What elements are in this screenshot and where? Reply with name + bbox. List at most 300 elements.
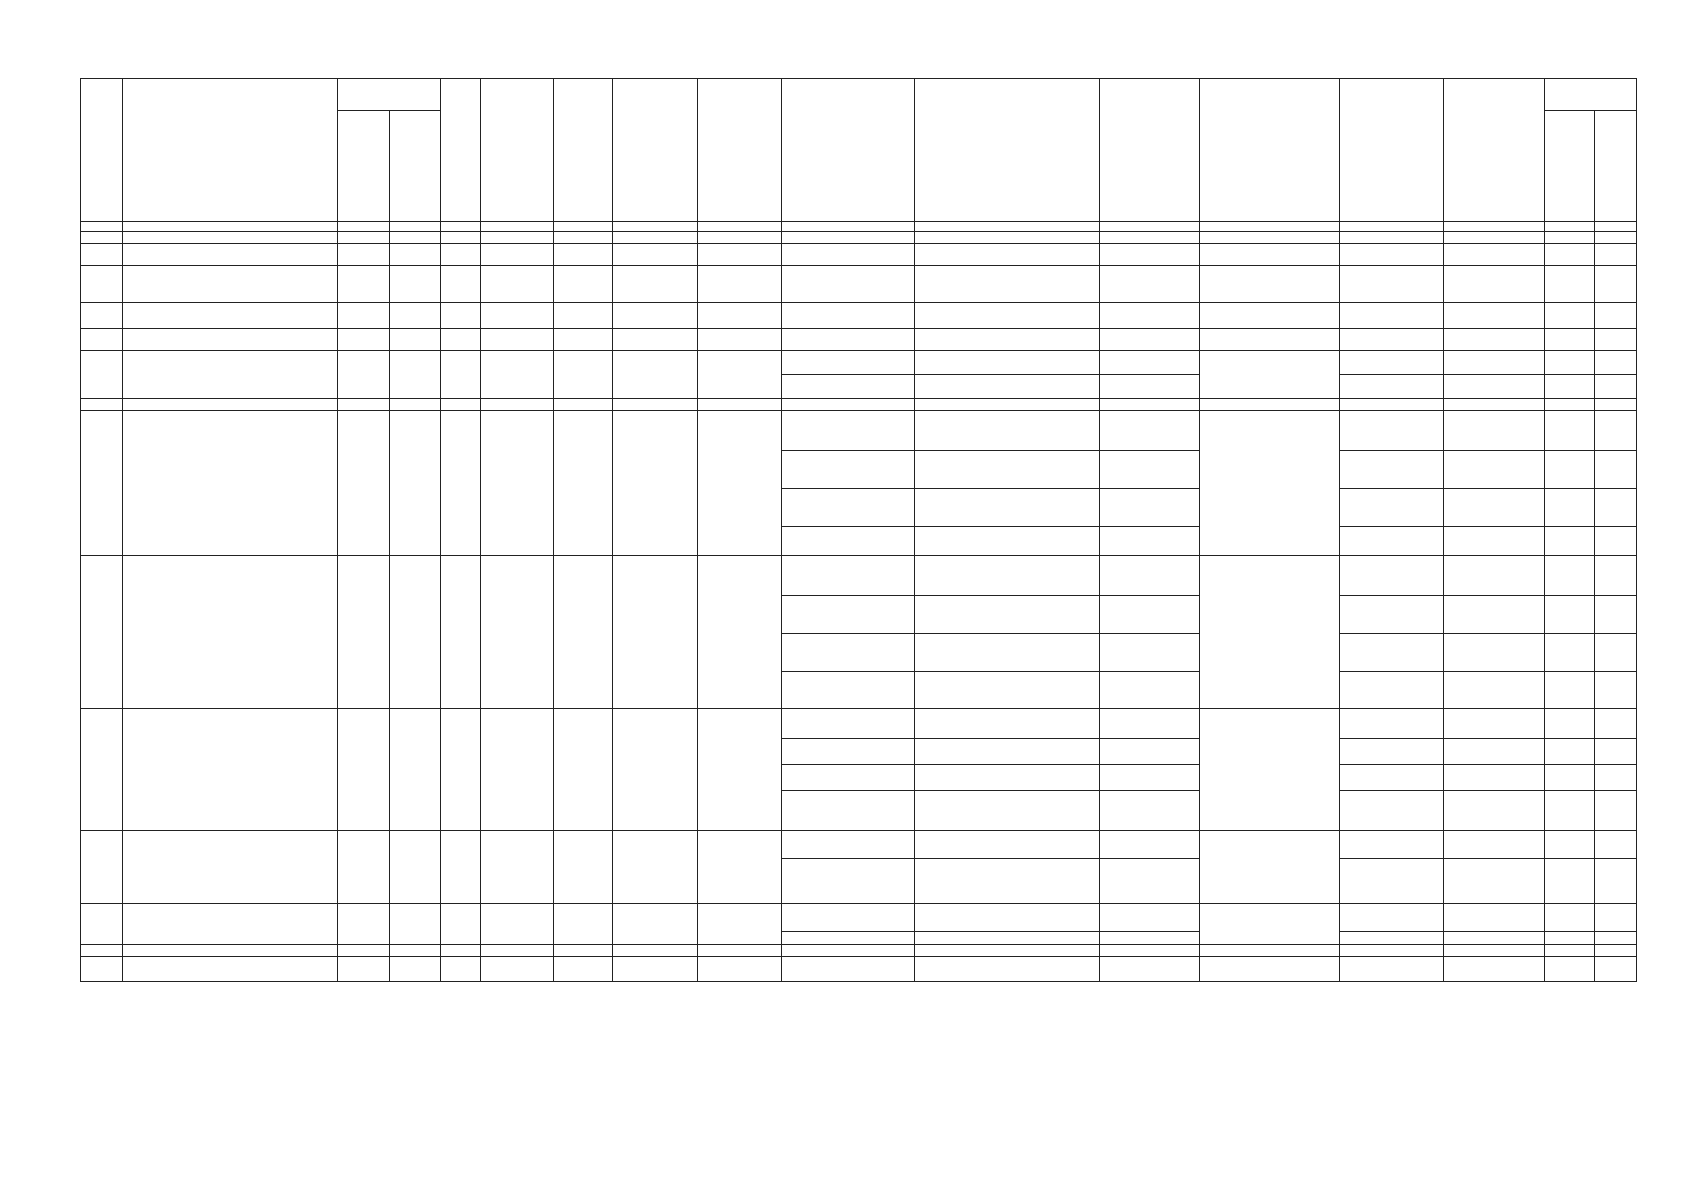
plan-repair-date: [1595, 451, 1637, 489]
table-row: [81, 266, 1637, 303]
table-row: [81, 904, 1637, 932]
limit-doc: [1444, 791, 1545, 831]
repair-cost: [915, 556, 1100, 596]
col-year-in-header: [338, 111, 390, 222]
total-cost: [1200, 329, 1340, 351]
work-type: [782, 375, 915, 399]
total-cost: [1200, 904, 1340, 945]
house-address: [123, 351, 338, 399]
empty-cell: [1444, 945, 1545, 957]
work-type: [782, 451, 915, 489]
limit-doc: [1444, 351, 1545, 375]
empty-cell: [481, 232, 554, 244]
total-cost: [1200, 303, 1340, 329]
residential-area: [698, 709, 782, 831]
residential-area: [698, 351, 782, 399]
repair-cost: [915, 831, 1100, 859]
repair-cost: [915, 859, 1100, 904]
group-area: [613, 945, 698, 957]
work-type: [782, 831, 915, 859]
floor-count: [554, 244, 613, 266]
residential-area: [698, 411, 782, 556]
year-built: [338, 904, 390, 945]
house-number: [81, 556, 123, 709]
group-doc-cost: [1100, 399, 1200, 411]
work-type: [782, 765, 915, 791]
total-cost: [1200, 266, 1340, 303]
limit-doc: [1444, 375, 1545, 399]
repair-cost: [915, 266, 1100, 303]
plan-repair-date: [1595, 375, 1637, 399]
residential-area: [698, 244, 782, 266]
plan-doc-date: [1545, 791, 1595, 831]
total-cost: [1200, 351, 1340, 399]
work-type: [782, 266, 915, 303]
column-number: [915, 222, 1100, 232]
col-area-header: [613, 79, 698, 222]
repair-cost: [915, 765, 1100, 791]
work-type: [782, 351, 915, 375]
col-limit-doc-header: [1444, 79, 1545, 222]
plan-repair-date: [1595, 739, 1637, 765]
house-type: [441, 351, 481, 399]
column-number: [1595, 222, 1637, 232]
work-type: [782, 489, 915, 527]
limit-repair: [1340, 596, 1444, 634]
plan-repair-date: [1595, 596, 1637, 634]
table-header: [81, 79, 1637, 232]
year-built: [338, 244, 390, 266]
capital-repair-table: [80, 78, 1637, 982]
plan-doc-date: [1545, 596, 1595, 634]
table-body: [81, 232, 1637, 982]
plan-doc-date: [1545, 411, 1595, 451]
house-number: [81, 411, 123, 556]
group-cost: [915, 232, 1100, 244]
work-type: [782, 634, 915, 672]
repair-cost: [915, 351, 1100, 375]
limit-doc: [1444, 329, 1545, 351]
house-type: [441, 411, 481, 556]
plan-doc-date: [1545, 556, 1595, 596]
empty-cell: [1545, 399, 1595, 411]
total-area: [613, 904, 698, 945]
work-type: [782, 791, 915, 831]
repair-cost: [915, 672, 1100, 709]
total-area: [613, 351, 698, 399]
doc-cost: [1100, 765, 1200, 791]
group-row: [81, 399, 1637, 411]
plan-repair-date: [1595, 266, 1637, 303]
total-cost: [1200, 831, 1340, 904]
wall-material: [481, 556, 554, 709]
total-area: [613, 831, 698, 904]
floor-count: [554, 303, 613, 329]
group-count: [81, 232, 123, 244]
total-area: [613, 556, 698, 709]
floor-count: [554, 556, 613, 709]
floor-count: [554, 411, 613, 556]
house-address: [123, 709, 338, 831]
house-number: [81, 831, 123, 904]
repair-cost: [915, 303, 1100, 329]
col-floors-header: [554, 79, 613, 222]
floor-count: [554, 904, 613, 945]
work-type: [782, 527, 915, 556]
doc-cost: [1100, 451, 1200, 489]
year-last-repair: [390, 411, 441, 556]
limit-repair: [1340, 244, 1444, 266]
empty-cell: [698, 945, 782, 957]
wall-material: [481, 351, 554, 399]
column-number: [1100, 222, 1200, 232]
house-type: [441, 303, 481, 329]
doc-cost: [1100, 791, 1200, 831]
group-total: [1200, 945, 1340, 957]
col-material-header: [481, 79, 554, 222]
column-number: [481, 222, 554, 232]
house-address: [123, 329, 338, 351]
plan-repair-date: [1595, 411, 1637, 451]
empty-cell: [782, 399, 915, 411]
plan-repair-date: [1595, 791, 1637, 831]
col-work-header: [782, 79, 915, 222]
house-address: [123, 904, 338, 945]
year-last-repair: [390, 556, 441, 709]
year-last-repair: [390, 709, 441, 831]
doc-cost: [1100, 375, 1200, 399]
house-address: [123, 831, 338, 904]
year-last-repair: [390, 244, 441, 266]
limit-doc: [1444, 904, 1545, 932]
empty-cell: [554, 232, 613, 244]
plan-doc-date: [1545, 266, 1595, 303]
floor-count: [554, 709, 613, 831]
total-area: [613, 244, 698, 266]
plan-doc-date: [1545, 904, 1595, 932]
house-type: [441, 709, 481, 831]
empty-cell: [441, 945, 481, 957]
limit-repair: [1340, 739, 1444, 765]
col-limit-rep-header: [1340, 79, 1444, 222]
doc-cost: [1100, 329, 1200, 351]
year-last-repair: [390, 351, 441, 399]
empty-cell: [1340, 232, 1444, 244]
doc-cost: [1100, 859, 1200, 904]
residential-area: [698, 957, 782, 982]
house-number: [81, 244, 123, 266]
empty-cell: [390, 945, 441, 957]
col-plan-doc-header: [1545, 111, 1595, 222]
empty-cell: [1340, 399, 1444, 411]
col-num-header: [81, 79, 123, 222]
empty-cell: [554, 945, 613, 957]
doc-cost: [1100, 957, 1200, 982]
limit-doc: [1444, 672, 1545, 709]
group-total: [1200, 399, 1340, 411]
empty-cell: [338, 945, 390, 957]
empty-cell: [1444, 232, 1545, 244]
limit-repair: [1340, 329, 1444, 351]
plan-doc-date: [1545, 859, 1595, 904]
column-number: [81, 222, 123, 232]
group-cost: [915, 945, 1100, 957]
plan-repair-date: [1595, 932, 1637, 945]
repair-cost: [915, 596, 1100, 634]
year-last-repair: [390, 266, 441, 303]
floor-count: [554, 351, 613, 399]
empty-cell: [338, 399, 390, 411]
column-number: [390, 222, 441, 232]
doc-cost: [1100, 739, 1200, 765]
doc-cost: [1100, 527, 1200, 556]
total-cost: [1200, 709, 1340, 831]
group-name: [123, 945, 338, 957]
limit-doc: [1444, 932, 1545, 945]
limit-repair: [1340, 351, 1444, 375]
limit-repair: [1340, 527, 1444, 556]
empty-cell: [441, 399, 481, 411]
wall-material: [481, 957, 554, 982]
empty-cell: [1545, 232, 1595, 244]
total-area: [613, 411, 698, 556]
plan-repair-date: [1595, 329, 1637, 351]
total-cost: [1200, 556, 1340, 709]
col-doc-cost-header: [1100, 79, 1200, 222]
plan-doc-date: [1545, 303, 1595, 329]
year-built: [338, 957, 390, 982]
year-built: [338, 351, 390, 399]
plan-doc-date: [1545, 451, 1595, 489]
repair-cost: [915, 957, 1100, 982]
limit-repair: [1340, 831, 1444, 859]
limit-repair: [1340, 957, 1444, 982]
repair-cost: [915, 375, 1100, 399]
plan-doc-date: [1545, 957, 1595, 982]
repair-cost: [915, 932, 1100, 945]
empty-cell: [338, 232, 390, 244]
plan-repair-date: [1595, 527, 1637, 556]
repair-cost: [915, 904, 1100, 932]
column-number: [441, 222, 481, 232]
table-row: [81, 351, 1637, 375]
empty-cell: [1444, 399, 1545, 411]
plan-doc-date: [1545, 329, 1595, 351]
limit-doc: [1444, 451, 1545, 489]
repair-cost: [915, 451, 1100, 489]
group-name: [123, 232, 338, 244]
year-last-repair: [390, 831, 441, 904]
work-type: [782, 411, 915, 451]
column-number: [1340, 222, 1444, 232]
total-area: [613, 303, 698, 329]
limit-doc: [1444, 489, 1545, 527]
group-area: [613, 232, 698, 244]
house-type: [441, 556, 481, 709]
repair-cost: [915, 329, 1100, 351]
work-type: [782, 739, 915, 765]
plan-doc-date: [1545, 489, 1595, 527]
plan-repair-date: [1595, 244, 1637, 266]
plan-repair-date: [1595, 489, 1637, 527]
limit-doc: [1444, 266, 1545, 303]
wall-material: [481, 244, 554, 266]
year-built: [338, 411, 390, 556]
doc-cost: [1100, 556, 1200, 596]
plan-doc-date: [1545, 765, 1595, 791]
work-type: [782, 672, 915, 709]
plan-doc-date: [1545, 375, 1595, 399]
repair-cost: [915, 489, 1100, 527]
column-number: [613, 222, 698, 232]
limit-repair: [1340, 859, 1444, 904]
house-number: [81, 904, 123, 945]
plan-repair-date: [1595, 672, 1637, 709]
house-number: [81, 329, 123, 351]
total-cost: [1200, 244, 1340, 266]
plan-repair-date: [1595, 634, 1637, 672]
empty-cell: [1545, 945, 1595, 957]
plan-repair-date: [1595, 303, 1637, 329]
group-count: [81, 399, 123, 411]
plan-repair-date: [1595, 351, 1637, 375]
house-type: [441, 904, 481, 945]
col-type-header: [441, 79, 481, 222]
work-type: [782, 904, 915, 932]
limit-repair: [1340, 375, 1444, 399]
table-row: [81, 411, 1637, 451]
col-year-header: [338, 79, 441, 111]
doc-cost: [1100, 266, 1200, 303]
doc-cost: [1100, 634, 1200, 672]
group-doc-cost: [1100, 232, 1200, 244]
table-row: [81, 957, 1637, 982]
empty-cell: [698, 232, 782, 244]
limit-repair: [1340, 672, 1444, 709]
plan-repair-date: [1595, 904, 1637, 932]
work-type: [782, 957, 915, 982]
house-number: [81, 266, 123, 303]
floor-count: [554, 329, 613, 351]
limit-doc: [1444, 303, 1545, 329]
empty-cell: [1595, 232, 1637, 244]
year-built: [338, 303, 390, 329]
group-name: [123, 399, 338, 411]
doc-cost: [1100, 831, 1200, 859]
limit-doc: [1444, 831, 1545, 859]
plan-doc-date: [1545, 709, 1595, 739]
total-area: [613, 329, 698, 351]
house-type: [441, 244, 481, 266]
house-type: [441, 266, 481, 303]
house-type: [441, 831, 481, 904]
work-type: [782, 596, 915, 634]
table-row: [81, 709, 1637, 739]
residential-area: [698, 329, 782, 351]
group-total: [1200, 232, 1340, 244]
repair-cost: [915, 411, 1100, 451]
year-built: [338, 831, 390, 904]
column-number: [1444, 222, 1545, 232]
doc-cost: [1100, 244, 1200, 266]
house-number: [81, 709, 123, 831]
wall-material: [481, 266, 554, 303]
plan-repair-date: [1595, 859, 1637, 904]
house-address: [123, 556, 338, 709]
repair-cost: [915, 527, 1100, 556]
group-doc-cost: [1100, 945, 1200, 957]
column-number: [782, 222, 915, 232]
limit-repair: [1340, 489, 1444, 527]
plan-doc-date: [1545, 634, 1595, 672]
limit-doc: [1444, 765, 1545, 791]
table-row: [81, 556, 1637, 596]
group-area: [613, 399, 698, 411]
residential-area: [698, 904, 782, 945]
doc-cost: [1100, 932, 1200, 945]
doc-cost: [1100, 411, 1200, 451]
plan-doc-date: [1545, 932, 1595, 945]
limit-doc: [1444, 634, 1545, 672]
limit-repair: [1340, 303, 1444, 329]
floor-count: [554, 957, 613, 982]
empty-cell: [782, 945, 915, 957]
house-address: [123, 957, 338, 982]
doc-cost: [1100, 303, 1200, 329]
wall-material: [481, 709, 554, 831]
doc-cost: [1100, 351, 1200, 375]
empty-cell: [390, 399, 441, 411]
limit-doc: [1444, 859, 1545, 904]
group-cost: [915, 399, 1100, 411]
doc-cost: [1100, 904, 1200, 932]
wall-material: [481, 303, 554, 329]
column-number-row: [81, 222, 1637, 232]
year-built: [338, 329, 390, 351]
plan-doc-date: [1545, 739, 1595, 765]
column-number: [338, 222, 390, 232]
work-type: [782, 303, 915, 329]
empty-cell: [554, 399, 613, 411]
limit-repair: [1340, 765, 1444, 791]
house-type: [441, 957, 481, 982]
limit-doc: [1444, 596, 1545, 634]
year-last-repair: [390, 904, 441, 945]
limit-doc: [1444, 739, 1545, 765]
repair-cost: [915, 244, 1100, 266]
limit-repair: [1340, 556, 1444, 596]
plan-doc-date: [1545, 527, 1595, 556]
plan-doc-date: [1545, 672, 1595, 709]
limit-doc: [1444, 527, 1545, 556]
plan-repair-date: [1595, 556, 1637, 596]
col-year-last-header: [390, 111, 441, 222]
wall-material: [481, 329, 554, 351]
limit-repair: [1340, 709, 1444, 739]
total-cost: [1200, 411, 1340, 556]
repair-cost: [915, 791, 1100, 831]
group-row: [81, 232, 1637, 244]
residential-area: [698, 831, 782, 904]
col-address-header: [123, 79, 338, 222]
limit-repair: [1340, 791, 1444, 831]
floor-count: [554, 831, 613, 904]
table-row: [81, 831, 1637, 859]
total-area: [613, 709, 698, 831]
empty-cell: [481, 945, 554, 957]
limit-repair: [1340, 634, 1444, 672]
work-type: [782, 329, 915, 351]
